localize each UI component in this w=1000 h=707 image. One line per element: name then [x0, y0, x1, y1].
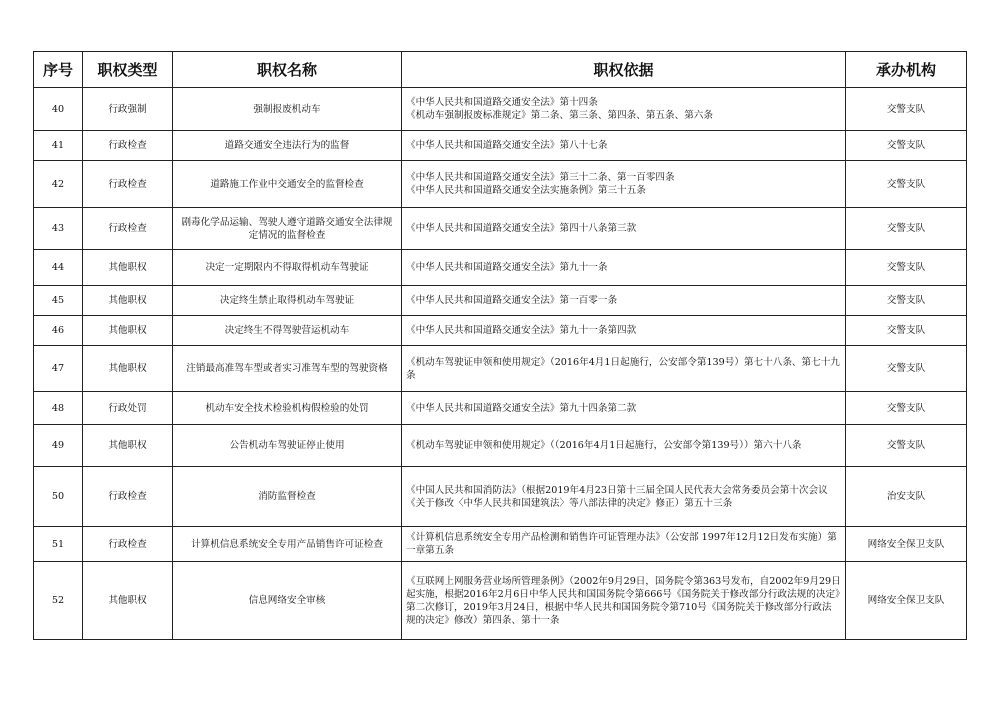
row-basis-cell	[402, 316, 846, 346]
row-index-cell: 51	[34, 527, 83, 562]
basis-line: 《中华人民共和国道路交通安全法》第十四条	[406, 97, 598, 108]
table-header-row	[34, 52, 967, 88]
row-org-cell: 治安支队	[846, 467, 967, 527]
row-name-cell: 决定终生不得驾驶营运机动车	[173, 316, 402, 346]
row-basis-cell	[402, 161, 846, 208]
row-index-cell: 41	[34, 131, 83, 161]
row-name-cell: 决定一定期限内不得取得机动车驾驶证	[173, 250, 402, 286]
row-org-cell: 交警支队	[846, 250, 967, 286]
basis-line: 《机动车强制报废标准规定》第二条、第三条、第四条、第五条、第六条	[406, 110, 713, 121]
table-row	[34, 527, 967, 562]
row-basis-cell	[402, 562, 846, 640]
row-type-cell: 其他职权	[83, 286, 173, 316]
table-row	[34, 161, 967, 208]
basis-line: 《中华人民共和国道路交通安全法》第九十一条	[406, 262, 608, 273]
header-index: 序号	[34, 52, 83, 88]
row-type-cell: 其他职权	[83, 250, 173, 286]
row-basis-cell	[402, 467, 846, 527]
table-row	[34, 88, 967, 131]
row-basis-cell	[402, 392, 846, 425]
row-org-cell: 交警支队	[846, 286, 967, 316]
row-org-cell: 交警支队	[846, 392, 967, 425]
table-row	[34, 425, 967, 467]
table-body	[34, 88, 967, 640]
row-org-cell: 交警支队	[846, 208, 967, 250]
header-type: 职权类型	[83, 52, 173, 88]
basis-line: 《中华人民共和国道路交通安全法》第三十二条、第一百零四条	[406, 172, 675, 183]
row-basis-cell	[402, 527, 846, 562]
row-index-cell: 46	[34, 316, 83, 346]
row-index-cell: 52	[34, 562, 83, 640]
row-name-cell: 决定终生禁止取得机动车驾驶证	[173, 286, 402, 316]
row-type-cell: 行政检查	[83, 467, 173, 527]
row-index-cell: 45	[34, 286, 83, 316]
basis-line: 《中华人民共和国道路交通安全法》第九十四条第二款	[406, 402, 637, 414]
row-index-cell: 47	[34, 346, 83, 392]
document-page	[33, 51, 966, 640]
basis-line: 《互联网上网服务营业场所管理条例》（2002年9月29日，国务院令第363号发布，自2002年9月29日起实施，根据2016年2月6日中华人民共和国国务院令第666号《国务院关于修改部分行政法规的决定》第二次修订，2019年3月24日，根据中华人民共和国国务院令第710号《国务院关于修改部分行政法规的决定》修改）第四条、第十一条	[406, 575, 841, 626]
table-row	[34, 562, 967, 640]
row-org-cell: 交警支队	[846, 161, 967, 208]
table-row	[34, 208, 967, 250]
row-name-cell: 注销最高准驾车型或者实习准驾车型的驾驶资格	[173, 346, 402, 392]
row-type-cell: 行政检查	[83, 161, 173, 208]
row-index-cell: 49	[34, 425, 83, 467]
row-type-cell: 其他职权	[83, 346, 173, 392]
row-type-cell: 行政检查	[83, 527, 173, 562]
row-basis-cell	[402, 88, 846, 131]
row-basis-cell	[402, 208, 846, 250]
row-name-cell: 道路交通安全违法行为的监督	[173, 131, 402, 161]
row-type-cell: 其他职权	[83, 425, 173, 467]
table-row	[34, 392, 967, 425]
basis-line: 《计算机信息系统安全专用产品检测和销售许可证管理办法》（公安部 1997年12月12日发布实施）第一章第五条	[406, 532, 837, 556]
row-index-cell: 48	[34, 392, 83, 425]
basis-line: 《中华人民共和国道路交通安全法》第四十八条第三款	[406, 223, 637, 234]
row-name-cell: 道路施工作业中交通安全的监督检查	[173, 161, 402, 208]
row-type-cell: 行政强制	[83, 88, 173, 131]
row-org-cell: 交警支队	[846, 346, 967, 392]
row-type-cell: 其他职权	[83, 316, 173, 346]
row-org-cell: 网络安全保卫支队	[846, 562, 967, 640]
row-name-cell: 消防监督检查	[173, 467, 402, 527]
row-basis-cell	[402, 131, 846, 161]
row-index-cell: 50	[34, 467, 83, 527]
row-name-cell: 信息网络安全审核	[173, 562, 402, 640]
row-org-cell: 交警支队	[846, 131, 967, 161]
row-type-cell: 其他职权	[83, 562, 173, 640]
row-type-cell: 行政处罚	[83, 392, 173, 425]
header-basis: 职权依据	[402, 52, 846, 88]
row-index-cell: 43	[34, 208, 83, 250]
header-org: 承办机构	[846, 52, 967, 88]
row-basis-cell	[402, 346, 846, 392]
header-name: 职权名称	[173, 52, 402, 88]
table-row	[34, 467, 967, 527]
row-org-cell: 交警支队	[846, 316, 967, 346]
row-org-cell: 交警支队	[846, 88, 967, 131]
row-basis-cell	[402, 250, 846, 286]
row-basis-cell	[402, 425, 846, 467]
table-row	[34, 131, 967, 161]
basis-line: 《中国人民共和国消防法》（根据2019年4月23日第十三届全国人民代表大会常务委员会第十次会议《关于修改〈中华人民共和国建筑法〉等八部法律的决定》修正）第五十三条	[406, 484, 828, 509]
row-index-cell: 44	[34, 250, 83, 286]
row-name-cell: 强制报废机动车	[173, 88, 402, 131]
row-name-cell: 剧毒化学品运输、驾驶人遵守道路交通安全法律规定情况的监督检查	[173, 208, 402, 250]
basis-line: 《机动车驾驶证申领和使用规定》（2016年4月1日起施行，公安部令第139号）第七十八条、第七十九条	[406, 356, 840, 381]
row-name-cell: 公告机动车驾驶证停止使用	[173, 425, 402, 467]
row-type-cell: 行政检查	[83, 131, 173, 161]
basis-line: 《机动车驾驶证申领和使用规定》（（2016年4月1日起施行，公安部令第139号））第六十八条	[406, 440, 802, 451]
row-org-cell: 交警支队	[846, 425, 967, 467]
table-row	[34, 316, 967, 346]
row-basis-cell	[402, 286, 846, 316]
row-index-cell: 42	[34, 161, 83, 208]
row-type-cell: 行政检查	[83, 208, 173, 250]
table-row	[34, 346, 967, 392]
basis-line: 《中华人民共和国道路交通安全法实施条例》第三十五条	[406, 185, 646, 196]
basis-line: 《中华人民共和国道路交通安全法》第九十一条第四款	[406, 325, 637, 336]
basis-line: 《中华人民共和国道路交通安全法》第一百零一条	[406, 295, 618, 306]
table-row	[34, 250, 967, 286]
row-name-cell: 机动车安全技术检验机构假检验的处罚	[173, 392, 402, 425]
row-name-cell: 计算机信息系统安全专用产品销售许可证检查	[173, 527, 402, 562]
table-row	[34, 286, 967, 316]
row-org-cell: 网络安全保卫支队	[846, 527, 967, 562]
basis-line: 《中华人民共和国道路交通安全法》第八十七条	[406, 140, 608, 151]
authority-table	[33, 51, 967, 640]
row-index-cell: 40	[34, 88, 83, 131]
